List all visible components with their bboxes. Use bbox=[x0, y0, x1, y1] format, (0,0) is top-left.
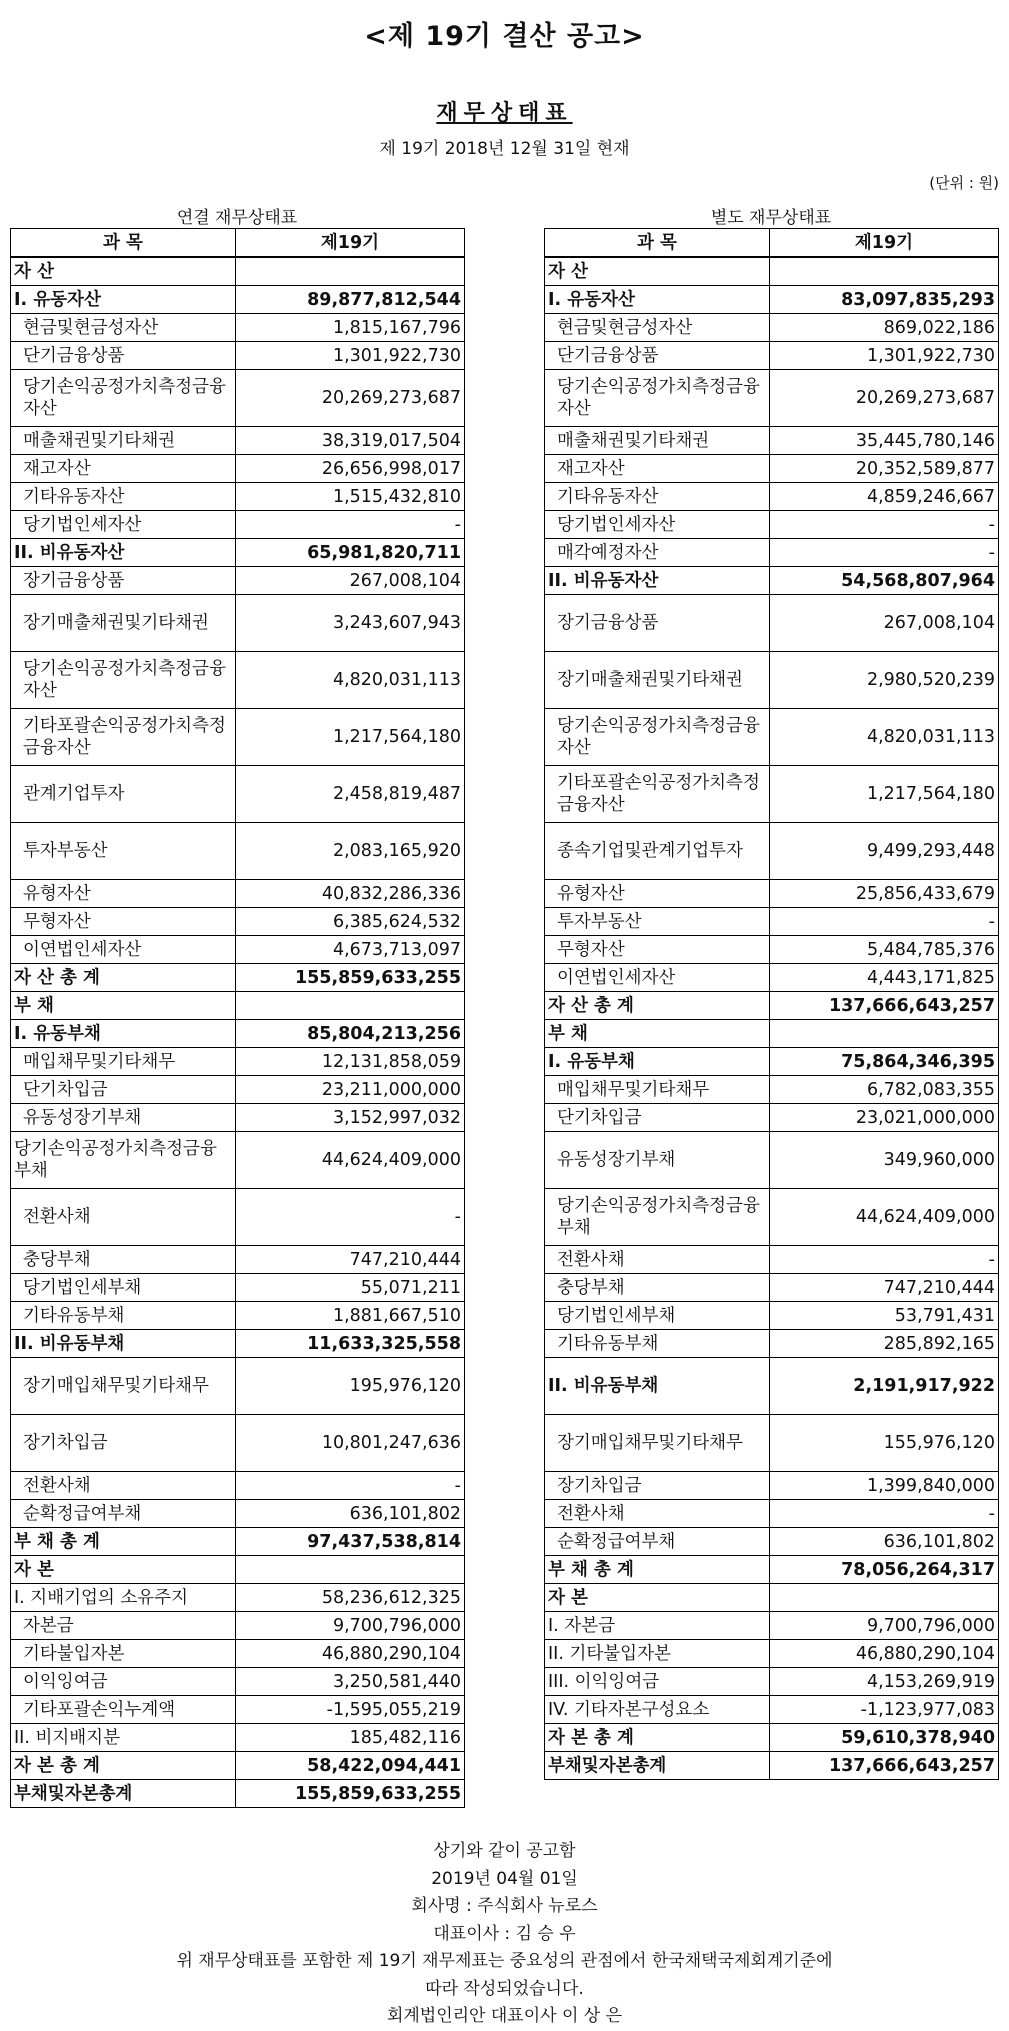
table-row bbox=[545, 823, 999, 880]
amount-cell: 46,880,290,104 bbox=[236, 1640, 465, 1668]
table-row bbox=[545, 652, 999, 709]
amount-cell: 5,484,785,376 bbox=[770, 936, 999, 964]
account-name-cell: 부 채 총 계 bbox=[11, 1528, 236, 1556]
account-name-cell: 당기손익공정가치측정금융자산 bbox=[545, 370, 770, 427]
account-name-cell: I. 자본금 bbox=[545, 1612, 770, 1640]
amount-cell bbox=[770, 1020, 999, 1048]
amount-cell: 636,101,802 bbox=[236, 1500, 465, 1528]
amount-cell: 4,443,171,825 bbox=[770, 964, 999, 992]
account-name-cell: 부채및자본총계 bbox=[545, 1752, 770, 1780]
table-row bbox=[11, 823, 465, 880]
amount-cell: 78,056,264,317 bbox=[770, 1556, 999, 1584]
table-row bbox=[545, 1076, 999, 1104]
table-row bbox=[545, 1612, 999, 1640]
left-table-caption: 연결 재무상태표 bbox=[176, 208, 298, 228]
amount-cell: 10,801,247,636 bbox=[236, 1415, 465, 1472]
amount-cell: 185,482,116 bbox=[236, 1724, 465, 1752]
account-name-cell: 매각예정자산 bbox=[545, 539, 770, 567]
table-row bbox=[545, 427, 999, 455]
amount-cell: - bbox=[236, 1472, 465, 1500]
amount-cell: 12,131,858,059 bbox=[236, 1048, 465, 1076]
account-name-cell: 무형자산 bbox=[545, 936, 770, 964]
table-row bbox=[11, 1415, 465, 1472]
amount-cell: 869,022,186 bbox=[770, 314, 999, 342]
account-name-cell: 장기금융상품 bbox=[11, 567, 236, 595]
unit-label: (단위 : 원) bbox=[929, 174, 999, 192]
amount-cell: 155,859,633,255 bbox=[236, 964, 465, 992]
account-name-cell: 장기매입채무및기타채무 bbox=[11, 1358, 236, 1415]
account-name-cell: III. 이익잉여금 bbox=[545, 1668, 770, 1696]
amount-cell: 6,385,624,532 bbox=[236, 908, 465, 936]
account-name-cell: 당기손익공정가치측정금융부채 bbox=[545, 1189, 770, 1246]
account-name-cell: 종속기업및관계기업투자 bbox=[545, 823, 770, 880]
table-row bbox=[545, 1668, 999, 1696]
table-row bbox=[11, 1724, 465, 1752]
footer-date: 2019년 04월 01일 bbox=[431, 1868, 578, 1889]
account-name-cell: 자 본 bbox=[545, 1584, 770, 1612]
table-row bbox=[545, 1020, 999, 1048]
table-row bbox=[545, 1302, 999, 1330]
account-name-cell: 충당부채 bbox=[11, 1246, 236, 1274]
account-name-cell: 이연법인세자산 bbox=[11, 936, 236, 964]
account-name-cell: 매출채권및기타채권 bbox=[545, 427, 770, 455]
account-name-cell: 당기법인세자산 bbox=[545, 511, 770, 539]
account-name-cell: 단기차입금 bbox=[545, 1104, 770, 1132]
table-row bbox=[545, 1274, 999, 1302]
account-name-cell: 기타유동부채 bbox=[11, 1302, 236, 1330]
table-row bbox=[545, 964, 999, 992]
amount-cell: 65,981,820,711 bbox=[236, 539, 465, 567]
table-row bbox=[545, 567, 999, 595]
amount-cell: 4,859,246,667 bbox=[770, 483, 999, 511]
amount-cell: 1,881,667,510 bbox=[236, 1302, 465, 1330]
table-row bbox=[11, 511, 465, 539]
table-row bbox=[545, 511, 999, 539]
account-name-cell: 당기손익공정가치측정금융자산 bbox=[545, 709, 770, 766]
table-row bbox=[11, 1104, 465, 1132]
account-name-cell: 부 채 총 계 bbox=[545, 1556, 770, 1584]
amount-cell bbox=[770, 1584, 999, 1612]
account-name-cell: 재고자산 bbox=[11, 455, 236, 483]
account-name-cell: 당기법인세자산 bbox=[11, 511, 236, 539]
column-header-period: 제19기 bbox=[236, 229, 465, 258]
table-row bbox=[545, 1132, 999, 1189]
account-name-cell: IV. 기타자본구성요소 bbox=[545, 1696, 770, 1724]
account-name-cell: 자 산 bbox=[545, 257, 770, 286]
table-row bbox=[545, 1104, 999, 1132]
table-row bbox=[11, 314, 465, 342]
amount-cell: 58,422,094,441 bbox=[236, 1752, 465, 1780]
table-row bbox=[11, 936, 465, 964]
amount-cell: 349,960,000 bbox=[770, 1132, 999, 1189]
account-name-cell: 현금및현금성자산 bbox=[545, 314, 770, 342]
table-row bbox=[11, 286, 465, 314]
statement-date: 제 19기 2018년 12월 31일 현재 bbox=[379, 139, 630, 159]
table-row bbox=[545, 992, 999, 1020]
table-row bbox=[545, 342, 999, 370]
account-name-cell: 전환사채 bbox=[545, 1246, 770, 1274]
amount-cell: 83,097,835,293 bbox=[770, 286, 999, 314]
amount-cell: 2,083,165,920 bbox=[236, 823, 465, 880]
amount-cell: 3,250,581,440 bbox=[236, 1668, 465, 1696]
amount-cell: 2,458,819,487 bbox=[236, 766, 465, 823]
table-row bbox=[11, 483, 465, 511]
table-row bbox=[545, 455, 999, 483]
amount-cell: 4,673,713,097 bbox=[236, 936, 465, 964]
amount-cell: - bbox=[770, 1500, 999, 1528]
account-name-cell: I. 유동자산 bbox=[11, 286, 236, 314]
amount-cell: 1,515,432,810 bbox=[236, 483, 465, 511]
footer-company-name: 회사명 : 주식회사 뉴로스 bbox=[411, 1896, 598, 1916]
table-row bbox=[545, 595, 999, 652]
account-name-cell: 기타유동자산 bbox=[11, 483, 236, 511]
account-name-cell: 장기매입채무및기타채무 bbox=[545, 1415, 770, 1472]
table-row bbox=[11, 1076, 465, 1104]
table-row bbox=[11, 539, 465, 567]
account-name-cell: 자본금 bbox=[11, 1612, 236, 1640]
table-row bbox=[11, 709, 465, 766]
account-name-cell: 충당부채 bbox=[545, 1274, 770, 1302]
account-name-cell: II. 비유동자산 bbox=[545, 567, 770, 595]
table-header-row bbox=[545, 229, 999, 258]
account-name-cell: 자 본 총 계 bbox=[11, 1752, 236, 1780]
amount-cell: 59,610,378,940 bbox=[770, 1724, 999, 1752]
amount-cell bbox=[236, 1556, 465, 1584]
table-row bbox=[545, 257, 999, 286]
table-row bbox=[545, 1696, 999, 1724]
table-row bbox=[545, 936, 999, 964]
account-name-cell: II. 기타불입자본 bbox=[545, 1640, 770, 1668]
account-name-cell: 이연법인세자산 bbox=[545, 964, 770, 992]
account-name-cell: 당기손익공정가치측정금융자산 bbox=[11, 652, 236, 709]
table-row bbox=[545, 1556, 999, 1584]
account-name-cell: 재고자산 bbox=[545, 455, 770, 483]
amount-cell: 1,399,840,000 bbox=[770, 1472, 999, 1500]
amount-cell: - bbox=[770, 1246, 999, 1274]
table-row bbox=[11, 427, 465, 455]
amount-cell: -1,595,055,219 bbox=[236, 1696, 465, 1724]
table-row bbox=[11, 1302, 465, 1330]
table-row bbox=[11, 1668, 465, 1696]
amount-cell: 75,864,346,395 bbox=[770, 1048, 999, 1076]
amount-cell: 2,980,520,239 bbox=[770, 652, 999, 709]
account-name-cell: 이익잉여금 bbox=[11, 1668, 236, 1696]
amount-cell: 3,152,997,032 bbox=[236, 1104, 465, 1132]
amount-cell: 20,269,273,687 bbox=[770, 370, 999, 427]
amount-cell: 4,820,031,113 bbox=[236, 652, 465, 709]
amount-cell: 137,666,643,257 bbox=[770, 1752, 999, 1780]
account-name-cell: 당기손익공정가치측정금융자산 bbox=[11, 370, 236, 427]
amount-cell: 25,856,433,679 bbox=[770, 880, 999, 908]
amount-cell: 155,976,120 bbox=[770, 1415, 999, 1472]
amount-cell: - bbox=[236, 1189, 465, 1246]
table-row bbox=[11, 1274, 465, 1302]
account-name-cell: 유형자산 bbox=[11, 880, 236, 908]
account-name-cell: I. 유동부채 bbox=[11, 1020, 236, 1048]
table-row bbox=[545, 709, 999, 766]
account-name-cell: 전환사채 bbox=[11, 1189, 236, 1246]
amount-cell: 53,791,431 bbox=[770, 1302, 999, 1330]
account-name-cell: 전환사채 bbox=[545, 1500, 770, 1528]
account-name-cell: 전환사채 bbox=[11, 1472, 236, 1500]
amount-cell: 747,210,444 bbox=[770, 1274, 999, 1302]
account-name-cell: 당기법인세부채 bbox=[11, 1274, 236, 1302]
table-row bbox=[545, 1724, 999, 1752]
table-row bbox=[11, 370, 465, 427]
amount-cell: 46,880,290,104 bbox=[770, 1640, 999, 1668]
amount-cell: 267,008,104 bbox=[770, 595, 999, 652]
amount-cell: 23,021,000,000 bbox=[770, 1104, 999, 1132]
account-name-cell: 기타포괄손익공정가치측정금융자산 bbox=[11, 709, 236, 766]
table-row bbox=[11, 1500, 465, 1528]
table-row bbox=[545, 286, 999, 314]
amount-cell: 1,217,564,180 bbox=[770, 766, 999, 823]
account-name-cell: 부채및자본총계 bbox=[11, 1780, 236, 1808]
amount-cell: 38,319,017,504 bbox=[236, 427, 465, 455]
table-row bbox=[545, 1415, 999, 1472]
table-row bbox=[545, 1640, 999, 1668]
account-name-cell: I. 지배기업의 소유주지 bbox=[11, 1584, 236, 1612]
amount-cell: 1,301,922,730 bbox=[770, 342, 999, 370]
table-row bbox=[11, 1132, 465, 1189]
amount-cell: 1,815,167,796 bbox=[236, 314, 465, 342]
table-row bbox=[545, 1500, 999, 1528]
account-name-cell: 유동성장기부채 bbox=[11, 1104, 236, 1132]
column-header-period: 제19기 bbox=[770, 229, 999, 258]
footer-audit-note-cont: 따라 작성되었습니다. bbox=[425, 1978, 584, 1999]
amount-cell: - bbox=[236, 511, 465, 539]
amount-cell: 40,832,286,336 bbox=[236, 880, 465, 908]
table-row bbox=[11, 1584, 465, 1612]
amount-cell: 3,243,607,943 bbox=[236, 595, 465, 652]
amount-cell: 89,877,812,544 bbox=[236, 286, 465, 314]
amount-cell bbox=[770, 257, 999, 286]
table-row bbox=[11, 1612, 465, 1640]
account-name-cell: II. 비유동자산 bbox=[11, 539, 236, 567]
account-name-cell: 장기매출채권및기타채권 bbox=[545, 652, 770, 709]
footer-announcement: 상기와 같이 공고함 bbox=[433, 1841, 576, 1861]
right-table-caption: 별도 재무상태표 bbox=[710, 208, 832, 228]
account-name-cell: 장기금융상품 bbox=[545, 595, 770, 652]
amount-cell: 4,820,031,113 bbox=[770, 709, 999, 766]
table-row bbox=[11, 964, 465, 992]
table-row bbox=[11, 1358, 465, 1415]
account-name-cell: 유형자산 bbox=[545, 880, 770, 908]
table-row bbox=[11, 908, 465, 936]
table-row bbox=[11, 1472, 465, 1500]
footer-auditor: 회계법인리안 대표이사 이 상 은 bbox=[386, 2006, 623, 2026]
account-name-cell: 투자부동산 bbox=[11, 823, 236, 880]
account-name-cell: 기타포괄손익공정가치측정금융자산 bbox=[545, 766, 770, 823]
account-name-cell: 매입채무및기타채무 bbox=[11, 1048, 236, 1076]
table-row bbox=[11, 595, 465, 652]
column-header-account: 과 목 bbox=[11, 229, 236, 258]
account-name-cell: 단기금융상품 bbox=[545, 342, 770, 370]
account-name-cell: 유동성장기부채 bbox=[545, 1132, 770, 1189]
amount-cell: 285,892,165 bbox=[770, 1330, 999, 1358]
account-name-cell: 무형자산 bbox=[11, 908, 236, 936]
account-name-cell: 매입채무및기타채무 bbox=[545, 1076, 770, 1104]
amount-cell: 4,153,269,919 bbox=[770, 1668, 999, 1696]
account-name-cell: 부 채 bbox=[545, 1020, 770, 1048]
amount-cell: 1,217,564,180 bbox=[236, 709, 465, 766]
amount-cell: - bbox=[770, 511, 999, 539]
account-name-cell: 현금및현금성자산 bbox=[11, 314, 236, 342]
table-row bbox=[11, 1780, 465, 1808]
table-row bbox=[545, 539, 999, 567]
account-name-cell: II. 비지배지분 bbox=[11, 1724, 236, 1752]
amount-cell: 54,568,807,964 bbox=[770, 567, 999, 595]
table-row bbox=[11, 1246, 465, 1274]
table-row bbox=[545, 1189, 999, 1246]
account-name-cell: 장기차입금 bbox=[545, 1472, 770, 1500]
account-name-cell: II. 비유동부채 bbox=[545, 1358, 770, 1415]
account-name-cell: 단기금융상품 bbox=[11, 342, 236, 370]
account-name-cell: 기타포괄손익누계액 bbox=[11, 1696, 236, 1724]
amount-cell: 137,666,643,257 bbox=[770, 992, 999, 1020]
account-name-cell: I. 유동부채 bbox=[545, 1048, 770, 1076]
account-name-cell: 순확정급여부채 bbox=[11, 1500, 236, 1528]
account-name-cell: 순확정급여부채 bbox=[545, 1528, 770, 1556]
amount-cell: - bbox=[770, 908, 999, 936]
table-row bbox=[545, 1246, 999, 1274]
account-name-cell: 관계기업투자 bbox=[11, 766, 236, 823]
account-name-cell: 장기매출채권및기타채권 bbox=[11, 595, 236, 652]
account-name-cell: 장기차입금 bbox=[11, 1415, 236, 1472]
table-row bbox=[545, 880, 999, 908]
table-row bbox=[545, 1472, 999, 1500]
amount-cell: 44,624,409,000 bbox=[236, 1132, 465, 1189]
amount-cell: 9,499,293,448 bbox=[770, 823, 999, 880]
table-row bbox=[11, 1189, 465, 1246]
footer-audit-note: 위 재무상태표를 포함한 제 19기 재무제표는 중요성의 관점에서 한국채택국제회계기준에 bbox=[176, 1951, 833, 1971]
table-row bbox=[11, 652, 465, 709]
account-name-cell: II. 비유동부채 bbox=[11, 1330, 236, 1358]
amount-cell: 20,269,273,687 bbox=[236, 370, 465, 427]
amount-cell: 267,008,104 bbox=[236, 567, 465, 595]
amount-cell: 97,437,538,814 bbox=[236, 1528, 465, 1556]
account-name-cell: 자 본 총 계 bbox=[545, 1724, 770, 1752]
amount-cell: 55,071,211 bbox=[236, 1274, 465, 1302]
table-row bbox=[11, 1528, 465, 1556]
table-row bbox=[11, 1556, 465, 1584]
account-name-cell: 자 본 bbox=[11, 1556, 236, 1584]
table-header-row bbox=[11, 229, 465, 258]
table-row bbox=[11, 766, 465, 823]
account-name-cell: 부 채 bbox=[11, 992, 236, 1020]
table-row bbox=[545, 1752, 999, 1780]
column-header-account: 과 목 bbox=[545, 229, 770, 258]
table-row bbox=[11, 1640, 465, 1668]
table-row bbox=[545, 908, 999, 936]
account-name-cell: 당기손익공정가치측정금융부채 bbox=[11, 1132, 236, 1189]
account-name-cell: 자 산 bbox=[11, 257, 236, 286]
amount-cell: 20,352,589,877 bbox=[770, 455, 999, 483]
account-name-cell: 당기법인세부채 bbox=[545, 1302, 770, 1330]
amount-cell: 1,301,922,730 bbox=[236, 342, 465, 370]
amount-cell bbox=[236, 992, 465, 1020]
table-row bbox=[11, 342, 465, 370]
amount-cell: 35,445,780,146 bbox=[770, 427, 999, 455]
account-name-cell: 자 산 총 계 bbox=[545, 992, 770, 1020]
table-row bbox=[545, 1584, 999, 1612]
table-row bbox=[545, 370, 999, 427]
table-row bbox=[545, 766, 999, 823]
amount-cell: 9,700,796,000 bbox=[770, 1612, 999, 1640]
table-row bbox=[545, 483, 999, 511]
table-row bbox=[11, 1330, 465, 1358]
notice-footer bbox=[0, 1838, 1009, 2031]
amount-cell: 195,976,120 bbox=[236, 1358, 465, 1415]
account-name-cell: I. 유동자산 bbox=[545, 286, 770, 314]
amount-cell bbox=[236, 257, 465, 286]
separate-balance-sheet-table bbox=[544, 228, 999, 1780]
table-row bbox=[545, 1048, 999, 1076]
amount-cell: 23,211,000,000 bbox=[236, 1076, 465, 1104]
footer-ceo: 대표이사 : 김 승 우 bbox=[433, 1923, 576, 1944]
amount-cell: 747,210,444 bbox=[236, 1246, 465, 1274]
amount-cell: 58,236,612,325 bbox=[236, 1584, 465, 1612]
account-name-cell: 투자부동산 bbox=[545, 908, 770, 936]
amount-cell: - bbox=[770, 539, 999, 567]
account-name-cell: 자 산 총 계 bbox=[11, 964, 236, 992]
table-row bbox=[545, 1528, 999, 1556]
table-row bbox=[11, 1696, 465, 1724]
notice-title: <제 19기 결산 공고> bbox=[364, 21, 645, 52]
amount-cell: 636,101,802 bbox=[770, 1528, 999, 1556]
table-row bbox=[11, 880, 465, 908]
amount-cell: 26,656,998,017 bbox=[236, 455, 465, 483]
amount-cell: 44,624,409,000 bbox=[770, 1189, 999, 1246]
account-name-cell: 기타불입자본 bbox=[11, 1640, 236, 1668]
amount-cell: 85,804,213,256 bbox=[236, 1020, 465, 1048]
account-name-cell: 단기차입금 bbox=[11, 1076, 236, 1104]
account-name-cell: 기타유동부채 bbox=[545, 1330, 770, 1358]
table-row bbox=[545, 1330, 999, 1358]
amount-cell: 9,700,796,000 bbox=[236, 1612, 465, 1640]
table-row bbox=[545, 1358, 999, 1415]
amount-cell: 11,633,325,558 bbox=[236, 1330, 465, 1358]
amount-cell: -1,123,977,083 bbox=[770, 1696, 999, 1724]
account-name-cell: 매출채권및기타채권 bbox=[11, 427, 236, 455]
table-row bbox=[11, 1020, 465, 1048]
table-row bbox=[11, 567, 465, 595]
consolidated-balance-sheet-table bbox=[10, 228, 465, 1808]
table-row bbox=[11, 1752, 465, 1780]
table-row bbox=[11, 1048, 465, 1076]
amount-cell: 6,782,083,355 bbox=[770, 1076, 999, 1104]
table-row bbox=[545, 314, 999, 342]
amount-cell: 155,859,633,255 bbox=[236, 1780, 465, 1808]
table-row bbox=[11, 455, 465, 483]
table-row bbox=[11, 257, 465, 286]
account-name-cell: 기타유동자산 bbox=[545, 483, 770, 511]
table-row bbox=[11, 992, 465, 1020]
amount-cell: 2,191,917,922 bbox=[770, 1358, 999, 1415]
statement-title: 재무상태표 bbox=[436, 101, 573, 126]
